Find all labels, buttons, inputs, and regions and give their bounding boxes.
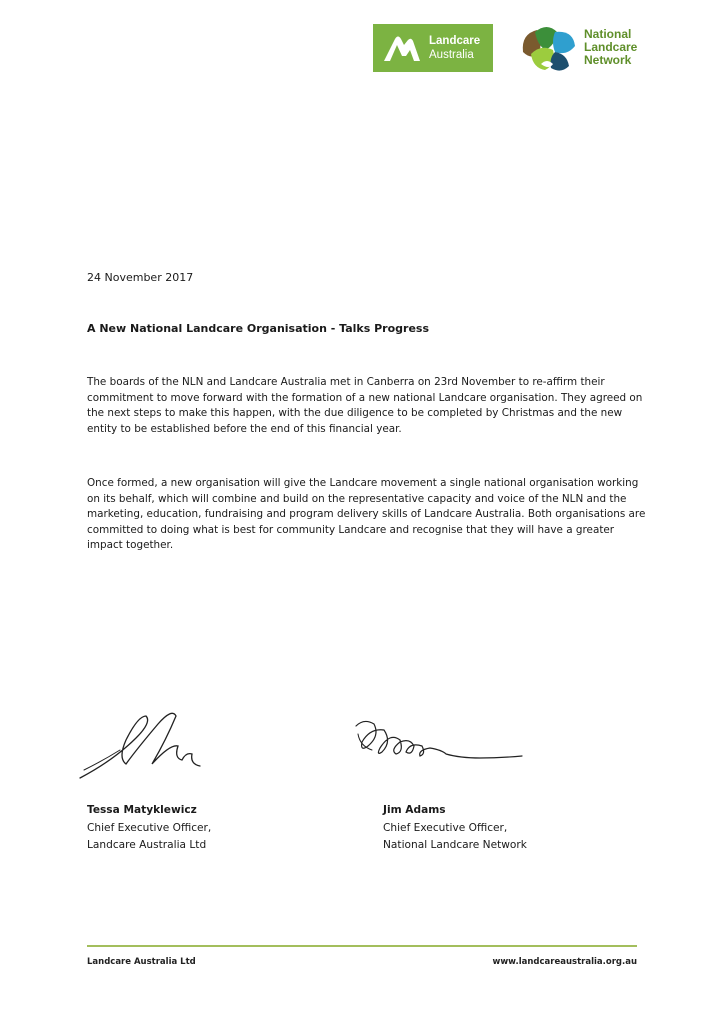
- nln-wordmark: [584, 28, 637, 67]
- paragraph-2: Once formed, a new organisation will give the Landcare movement a single national organisation working on its behalf, which will combine and build on the representative capacity and voice of the NLN and the marketing, education, fundraising and program delivery skills of Landcare Australia. Both organisations are committed to doing what is best for community Landcare and recognise that they will have a greater impact together.: [87, 477, 646, 552]
- footer-website-link[interactable]: www.landcareaustralia.org.au: [492, 957, 637, 967]
- signatory-1: [87, 802, 211, 855]
- signature-tessa-matyklewicz: [74, 700, 204, 785]
- letter-date: 24 November 2017: [87, 271, 194, 284]
- signatory-title: Chief Executive Officer,: [87, 821, 212, 834]
- paragraph-1: The boards of the NLN and Landcare Australia met in Canberra on 23rd November to re-affirm their commitment to move forward with the formation of a new national Landcare organisation. They agreed on the next steps to make this happen, with the due diligence to be completed by Christmas and the new entity to be established before the end of this financial year.: [87, 376, 643, 435]
- logo-line-1: Landcare: [429, 35, 481, 47]
- landcare-australia-logo: [373, 24, 493, 72]
- footer-rule: [87, 945, 637, 947]
- national-landcare-network-logo: [517, 22, 647, 78]
- letter-heading: A New National Landcare Organisation - Talks Progress: [87, 322, 430, 335]
- signatory-org: National Landcare Network: [383, 839, 527, 851]
- landcare-hands-icon: [381, 31, 423, 65]
- signatory-org: Landcare Australia Ltd: [87, 839, 207, 851]
- signatory-name: Jim Adams: [383, 804, 446, 816]
- signatory-2: [383, 802, 527, 855]
- logo-line-2: Landcare: [584, 40, 638, 54]
- logo-line-1: National: [584, 27, 632, 41]
- nln-leaves-icon: [517, 24, 579, 76]
- landcare-australia-wordmark: [429, 34, 480, 62]
- signatory-title: Chief Executive Officer,: [383, 821, 508, 834]
- signature-jim-adams: [350, 712, 530, 772]
- signatory-name: Tessa Matyklewicz: [87, 804, 197, 816]
- footer-company: Landcare Australia Ltd: [87, 957, 196, 967]
- logo-line-2: Australia: [429, 49, 474, 61]
- logo-line-3: Network: [584, 53, 632, 67]
